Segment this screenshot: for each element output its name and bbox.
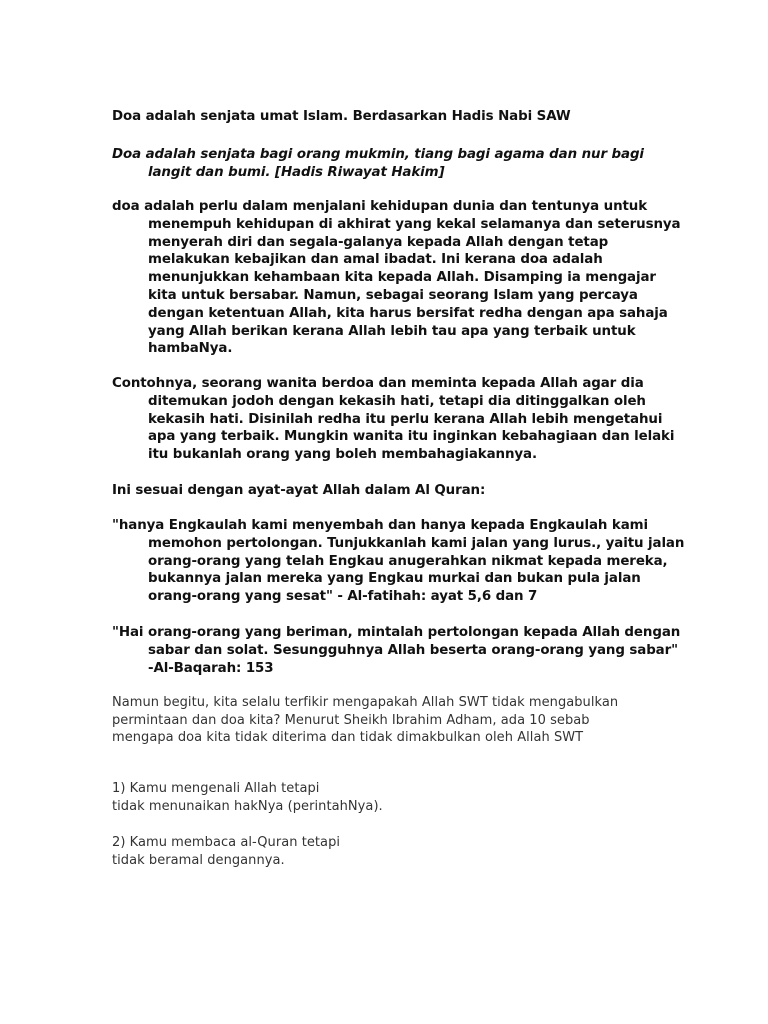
text-line: 1) Kamu mengenali Allah tetapi <box>112 781 320 796</box>
text-line: tidak menunaikan hakNya (perintahNya). <box>112 798 383 814</box>
text-line: Namun begitu, kita selalu terfikir mengapakah Allah SWT tidak mengabulkan <box>112 695 619 710</box>
hadith-quote: Doa adalah senjata bagi orang mukmin, tiang bagi agama dan nur bagi langit dan bumi. [Hadis Riwayat Hakim] <box>112 147 644 180</box>
quote-al-fatihah: "hanya Engkaulah kami menyembah dan hanya kepada Engkaulah kami memohon pertolongan. Tunjukkanlah kami jalan yang lurus., yaitu jalan orang-orang yang telah Engkau anugerahkan nikmat kepada mereka, bukannya jalan mereka yang Engkau murkai dan bukan pula jalan orang-orang yang sesat" - Al-fatihah: ayat 5,6 dan 7 <box>112 518 685 605</box>
reason-item-2 <box>112 834 652 869</box>
reason-item-1 <box>112 780 652 815</box>
text-line: 2) Kamu membaca al-Quran tetapi <box>112 835 341 850</box>
paragraph-intro: Doa adalah senjata umat Islam. Berdasarkan Hadis Nabi SAW <box>112 109 571 124</box>
paragraph-example: Contohnya, seorang wanita berdoa dan meminta kepada Allah agar dia ditemukan jodoh dengan kekasih hati, tetapi dia ditinggalkan oleh kekasih hati. Disinilah redha itu perlu kerana Allah lebih mengetahui apa yang terbaik. Mungkin wanita itu inginkan kebahagiaan dan lelaki itu bukanlah orang yang boleh membahagiakannya. <box>112 376 675 463</box>
paragraph-doa-explanation: doa adalah perlu dalam menjalani kehidupan dunia dan tentunya untuk menempuh kehidupan di akhirat yang kekal selamanya dan seterusnya menyerah diri dan segala-galanya kepada Allah dengan tetap melakukan kebajikan dan amal ibadat. Ini kerana doa adalah menunjukkan kehambaan kita kepada Allah. Disamping ia mengajar kita untuk bersabar. Namun, sebagai seorang Islam yang percaya dengan ketentuan Allah, kita harus bersifat redha dengan apa sahaja yang Allah berikan kerana Allah lebih tau apa yang terbaik untuk hambaNya. <box>112 199 681 357</box>
text-line: tidak beramal dengannya. <box>112 852 285 868</box>
quote-al-baqarah: "Hai orang-orang yang beriman, mintalah pertolongan kepada Allah dengan sabar dan solat. Sesungguhnya Allah beserta orang-orang yang sabar" -Al-Baqarah: 153 <box>112 625 681 676</box>
text-line: permintaan dan doa kita? Menurut Sheikh Ibrahim Adham, ada 10 sebab <box>112 712 590 728</box>
paragraph-quran-intro: Ini sesuai dengan ayat-ayat Allah dalam Al Quran: <box>112 483 486 498</box>
paragraph-reasons-intro <box>112 694 652 747</box>
text-line: mengapa doa kita tidak diterima dan tidak dimakbulkan oleh Allah SWT <box>112 730 584 746</box>
